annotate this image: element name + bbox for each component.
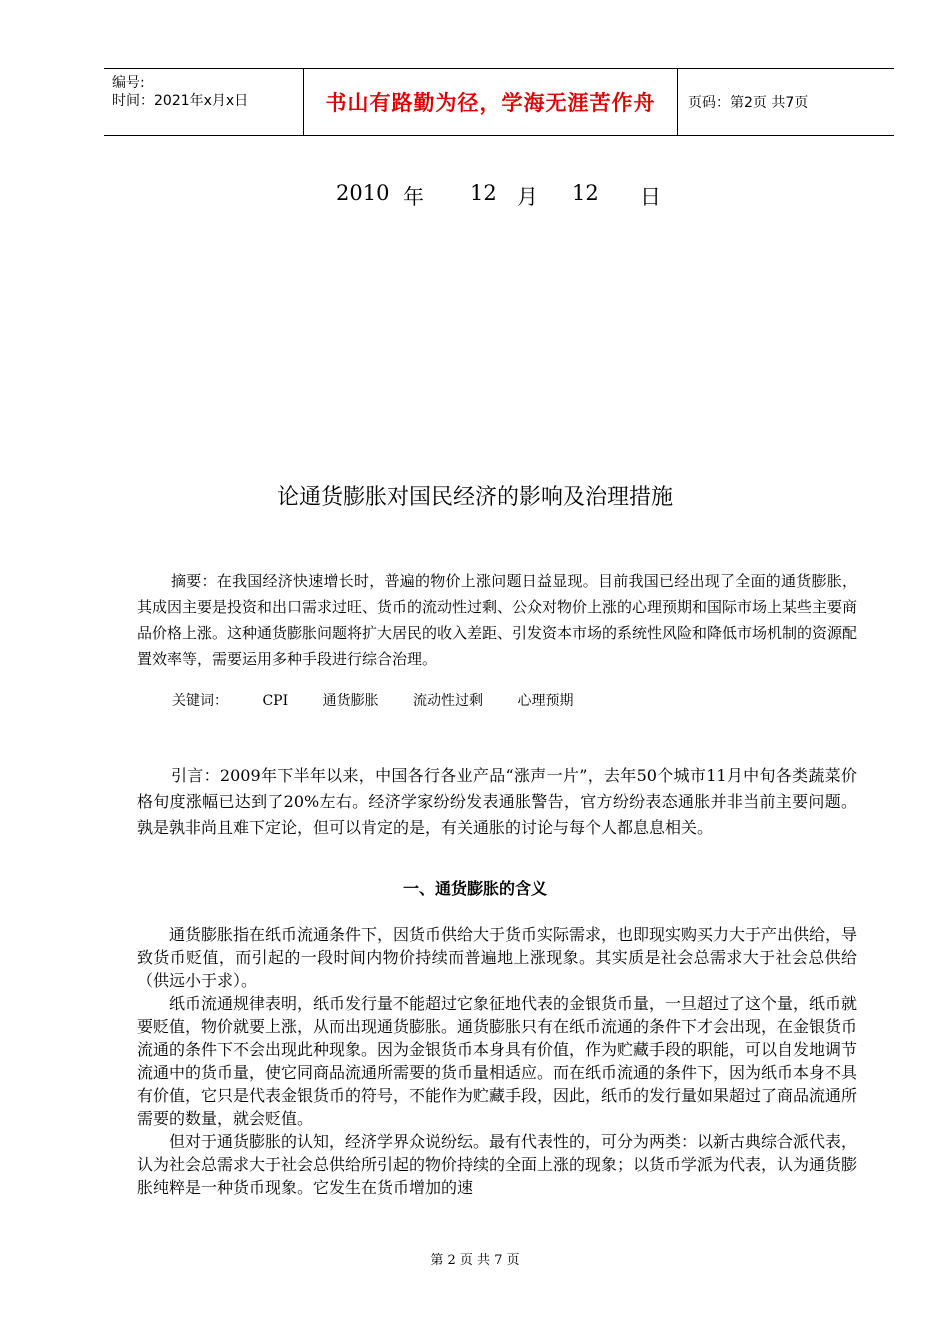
motto: 书山有路勤为径，学海无涯苦作舟 [325, 91, 656, 115]
time-label: 时间：2021年x月x日 [112, 93, 249, 109]
keywords [172, 690, 603, 710]
body-paragraph: 但对于通货膨胀的认知，经济学界众说纷纭。最有代表性的，可分为两类：以新古典综合派代表，认为社会总需求大于社会总供给所引起的物价持续的全面上涨的现象；以货币学派为代表，认为通货膨胀纯粹是一种货币现象。它发生在货币增加的速 [137, 1132, 858, 1197]
date-year: 2010 [336, 181, 390, 205]
body-paragraph: 通货膨胀指在纸币流通条件下，因货币供给大于货币实际需求，也即现实购买力大于产出供给，导致货币贬值，而引起的一段时间内物价持续而普遍地上涨现象。其实质是社会总需求大于社会总供给 （供远小于求）。 [137, 925, 858, 990]
body-paragraph: 纸币流通规律表明，纸币发行量不能超过它象征地代表的金银货币量，一旦超过了这个量，纸币就要贬值，物价就要上涨，从而出现通货膨胀。通货膨胀只有在纸币流通的条件下才会出现，在金银货币流通的条件下不会出现此种现象。因为金银货币本身具有价值，作为贮藏手段的职能，可以自发地调节流通中的货币量，使它同商品流通所需要的货币量相适应。而在纸币流通的条件下，因为纸币本身不具有价值，它只是代表金银货币的符号，不能作为贮藏手段，因此，纸币的发行量如果超过了商品流通所需要的数量，就会贬值。 [137, 994, 858, 1128]
header-page-cell [678, 69, 894, 135]
section-heading: 一、通货膨胀的含义 [402, 879, 547, 898]
header-info-cell [104, 69, 304, 135]
keywords-label: 关键词： [172, 693, 228, 709]
date-day-unit: 日 [640, 185, 661, 209]
page-label: 页码：第2页 共7页 [688, 95, 809, 111]
keyword-item: 心理预期 [517, 693, 574, 709]
body-text [137, 923, 857, 1199]
page-header [104, 68, 894, 136]
abstract: 摘要：在我国经济快速增长时，普遍的物价上涨问题日益显现。目前我国已经出现了全面的通货膨胀，其成因主要是投资和出口需求过旺、货币的流动性过剩、公众对物价上涨的心理预期和国际市场上某些主要商品价格上涨。这种通货膨胀问题将扩大居民的收入差距、引发资本市场的系统性风险和降低市场机制的资源配置效率等，需要运用多种手段进行综合治理。 [137, 572, 858, 668]
document-title: 论通货膨胀对国民经济的影响及治理措施 [276, 485, 673, 510]
page-footer: 第 2 页 共 7 页 [430, 1253, 520, 1268]
keyword-item: 流动性过剩 [413, 693, 484, 709]
header-motto-cell [304, 69, 678, 135]
date-year-unit: 年 [403, 185, 424, 209]
date-day: 12 [572, 181, 599, 205]
number-label: 编号: [112, 75, 145, 91]
date-month: 12 [470, 181, 497, 205]
introduction: 引言：2009年下半年以来，中国各行各业产品“涨声一片”，去年50个城市11月中旬各类蔬菜价格旬度涨幅已达到了20%左右。经济学家纷纷发表通胀警告，官方纷纷表态通胀并非当前主要问题。孰是孰非尚且难下定论，但可以肯定的是，有关通胀的讨论与每个人都息息相关。 [137, 766, 857, 837]
keyword-item: CPI [262, 693, 289, 709]
keyword-item: 通货膨胀 [322, 693, 379, 709]
date-month-unit: 月 [517, 185, 538, 209]
